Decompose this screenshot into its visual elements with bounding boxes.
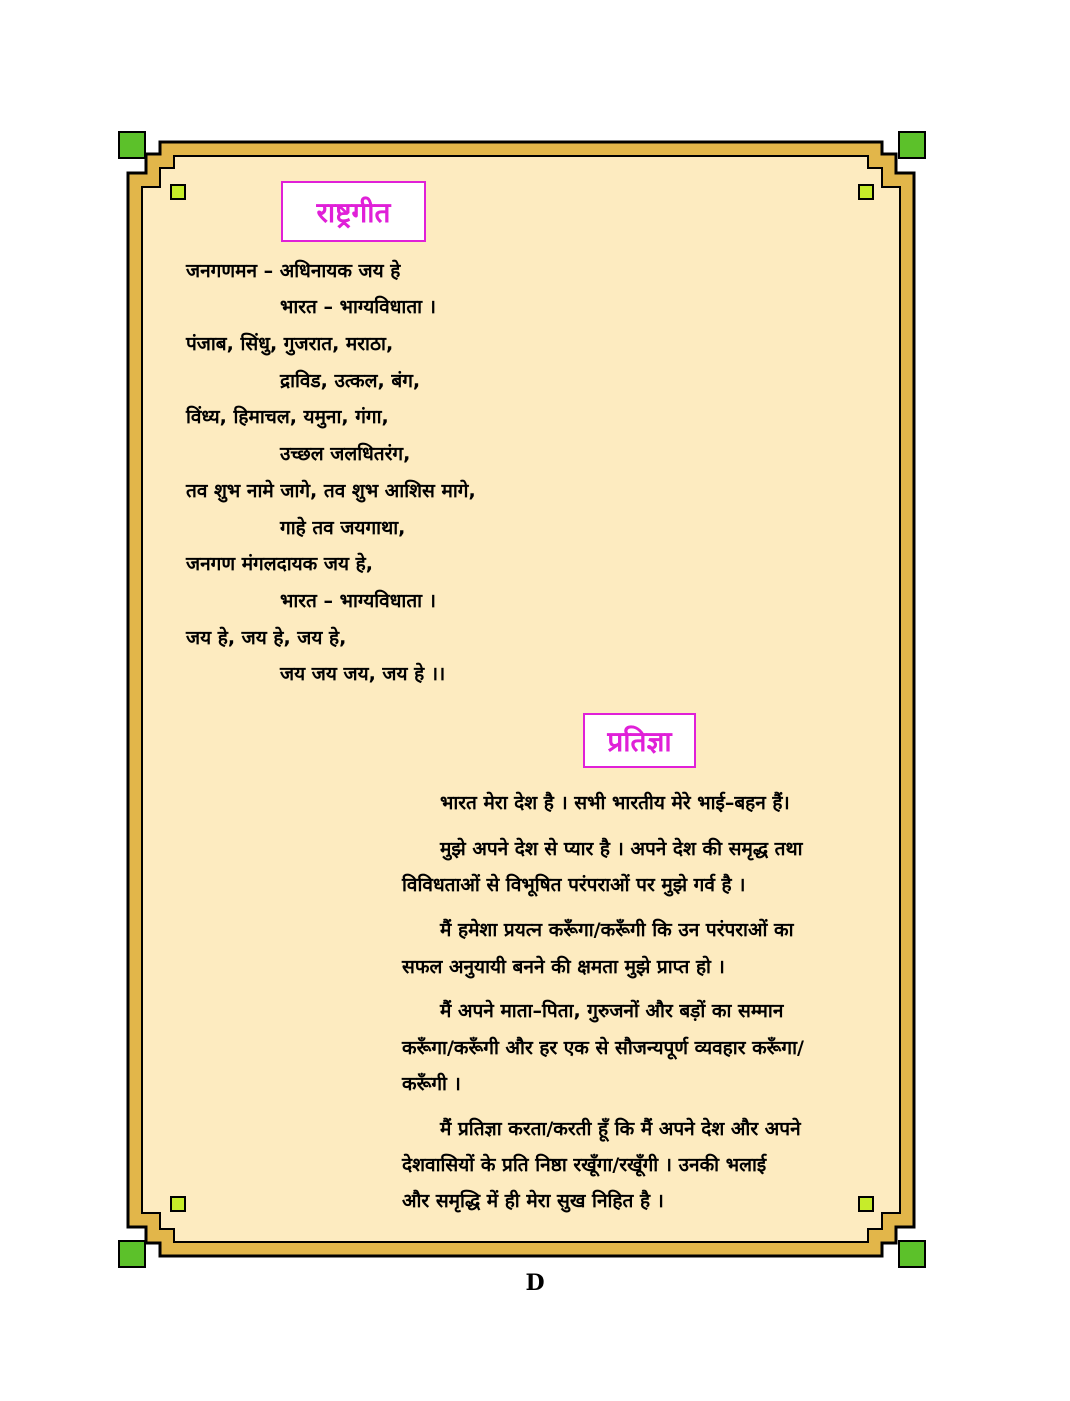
corner-dot-top-right	[858, 184, 874, 200]
pledge-line: करूँगी ।	[402, 1073, 461, 1095]
anthem-line: द्राविड, उत्कल, बंग,	[280, 370, 421, 392]
corner-dot-bottom-right	[858, 1196, 874, 1212]
anthem-line: जय हे, जय हे, जय हे,	[186, 627, 347, 649]
page-number: D	[525, 1270, 545, 1296]
corner-square-top-right	[898, 131, 926, 159]
corner-square-bottom-right	[898, 1240, 926, 1268]
anthem-line: भारत – भाग्यविधाता ।	[280, 296, 436, 318]
pledge-line: मैं हमेशा प्रयत्न करूँगा/करूँगी कि उन परंपराओं का	[440, 919, 794, 941]
pledge-line: करूँगा/करूँगी और हर एक से सौजन्यपूर्ण व्यवहार करूँगा/	[402, 1037, 804, 1059]
anthem-line: जनगण मंगलदायक जय हे,	[186, 553, 373, 575]
corner-dot-bottom-left	[170, 1196, 186, 1212]
pledge-title: प्रतिज्ञा	[583, 713, 696, 768]
anthem-line: विंध्य, हिमाचल, यमुना, गंगा,	[186, 406, 389, 428]
pledge-line: सफल अनुयायी बनने की क्षमता मुझे प्राप्त हो ।	[402, 956, 725, 978]
pledge-line: मुझे अपने देश से प्यार है । अपने देश की समृद्ध तथा	[440, 838, 803, 860]
anthem-line: उच्छल जलधितरंग,	[280, 443, 411, 465]
pledge-line: विविधताओं से विभूषित परंपराओं पर मुझे गर्व है ।	[402, 874, 746, 896]
pledge-line: भारत मेरा देश है । सभी भारतीय मेरे भाई–बहन हैं।	[440, 792, 790, 814]
corner-dot-top-left	[170, 184, 186, 200]
pledge-line: देशवासियों के प्रति निष्ठा रखूँगा/रखूँगी । उनकी भलाई	[402, 1154, 767, 1176]
pledge-line: मैं अपने माता–पिता, गुरुजनों और बड़ों का सम्मान	[440, 1000, 784, 1022]
anthem-title: राष्ट्रगीत	[281, 181, 426, 242]
anthem-line: पंजाब, सिंधु, गुजरात, मराठा,	[186, 333, 394, 355]
anthem-line: जय जय जय, जय हे ।।	[280, 663, 446, 685]
corner-square-bottom-left	[118, 1240, 146, 1268]
pledge-line: मैं प्रतिज्ञा करता/करती हूँ कि मैं अपने देश और अपने	[440, 1118, 801, 1140]
corner-square-top-left	[118, 131, 146, 159]
anthem-line: तव शुभ नामे जागे, तव शुभ आशिस मागे,	[186, 480, 476, 502]
anthem-line: भारत – भाग्यविधाता ।	[280, 590, 436, 612]
pledge-line: और समृद्धि में ही मेरा सुख निहित है ।	[402, 1190, 664, 1212]
anthem-line: गाहे तव जयगाथा,	[280, 517, 406, 539]
anthem-line: जनगणमन – अधिनायक जय हे	[186, 260, 401, 282]
